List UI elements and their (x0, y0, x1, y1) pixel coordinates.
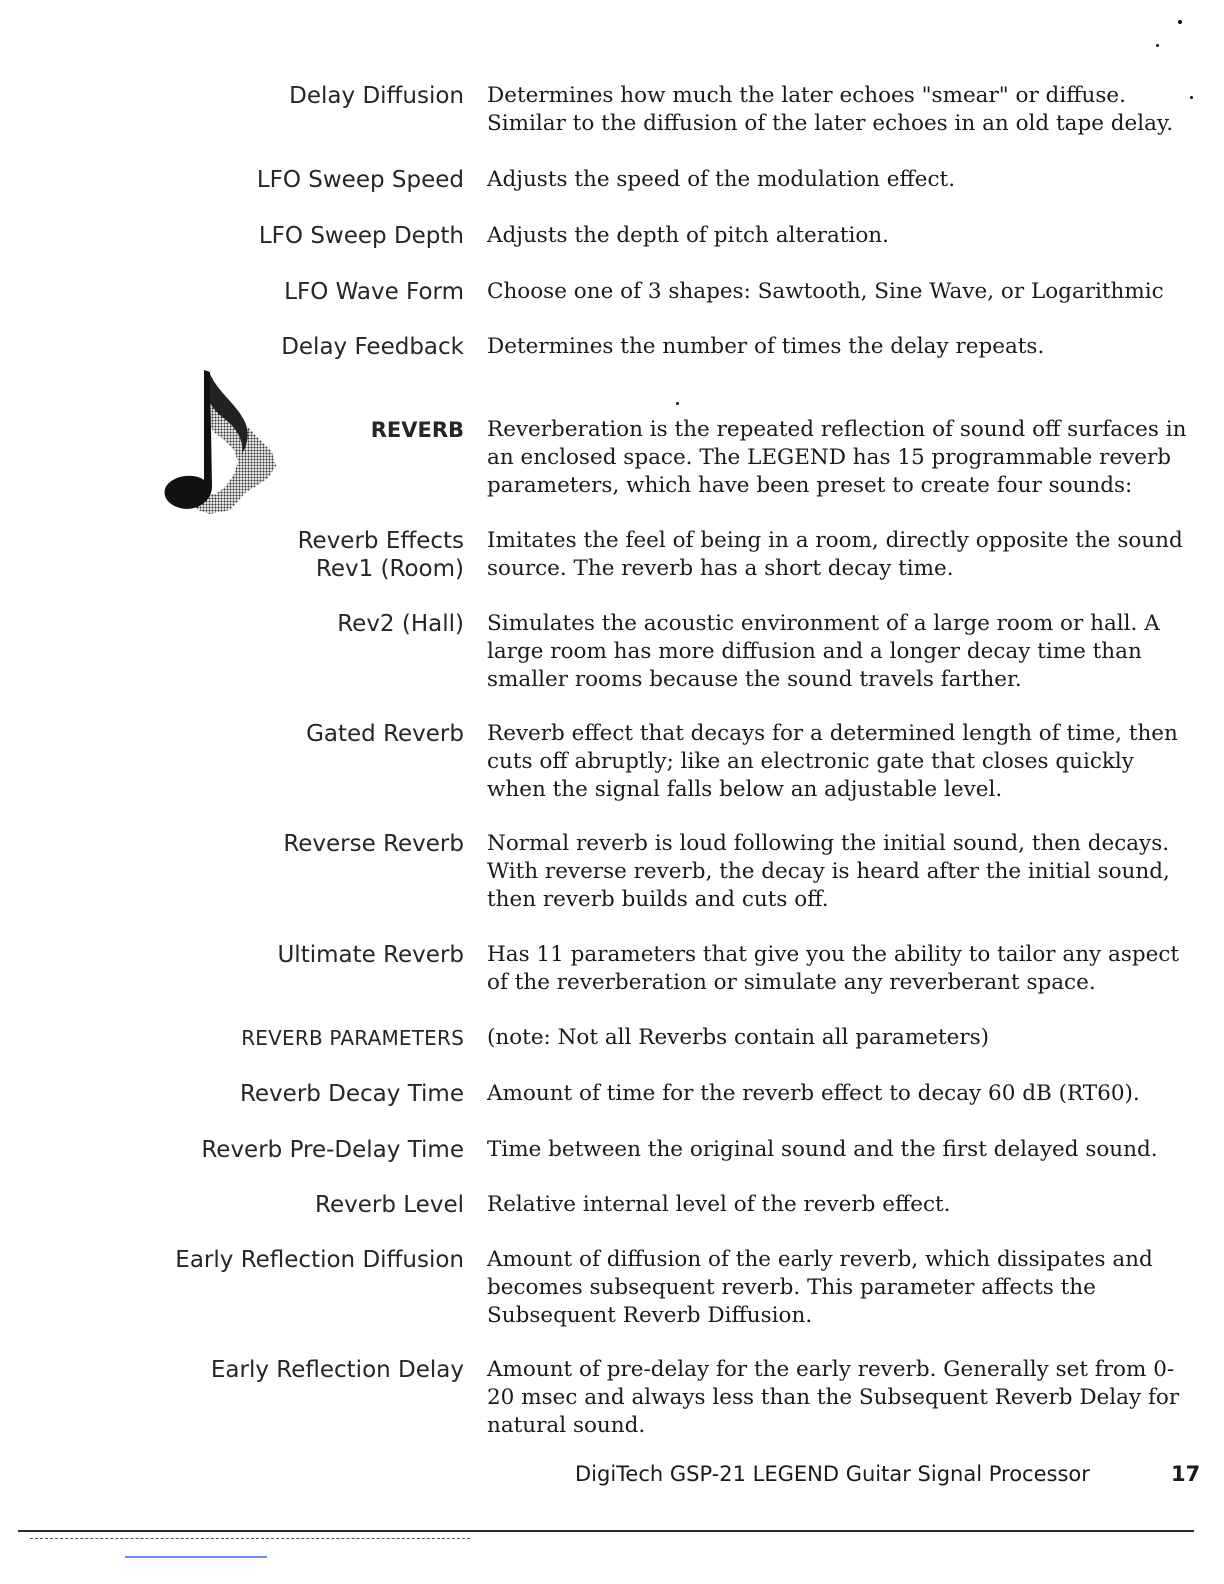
glossary-description (487, 222, 1187, 250)
description-line: Determines how much the later echoes "smear" or diffuse. (487, 83, 1126, 108)
glossary-description (487, 1080, 1187, 1108)
glossary-term-line: REVERB (370, 418, 464, 442)
glossary-term-line: LFO Sweep Speed (256, 167, 464, 193)
footer-rule-secondary (30, 1538, 470, 1540)
scan-speck (1178, 20, 1182, 24)
description-line: smaller rooms because the sound travels farther. (487, 667, 1022, 692)
scan-speck (1156, 44, 1159, 47)
glossary-term (371, 416, 464, 444)
description-line: Amount of pre-delay for the early reverb. Generally set from 0- (487, 1357, 1175, 1382)
glossary-term-line: Reverse Reverb (283, 831, 464, 857)
description-line: 20 msec and always less than the Subsequent Reverb Delay for (487, 1385, 1180, 1410)
description-line: Amount of time for the reverb effect to decay 60 dB (RT60). (487, 1081, 1140, 1106)
description-line: of the reverberation or simulate any reverberant space. (487, 970, 1096, 995)
glossary-term-line: Delay Diffusion (289, 83, 464, 109)
glossary-description (487, 333, 1187, 361)
glossary-description (487, 830, 1187, 914)
description-line: Adjusts the depth of pitch alteration. (487, 223, 889, 248)
glossary-description (487, 82, 1187, 138)
description-line: Adjusts the speed of the modulation effect. (487, 167, 956, 192)
page-number: 17 (1171, 1462, 1201, 1486)
scan-speck (676, 402, 679, 405)
glossary-description (487, 166, 1187, 194)
glossary-term (281, 333, 464, 361)
description-line: Determines the number of times the delay repeats. (487, 334, 1045, 359)
glossary-description (487, 720, 1187, 804)
description-line: Reverb effect that decays for a determined length of time, then (487, 721, 1178, 746)
music-note-icon (160, 368, 280, 516)
glossary-term-line: Rev1 (Room) (315, 556, 464, 582)
description-line: source. The reverb has a short decay time. (487, 556, 954, 581)
description-line: Similar to the diffusion of the later echoes in an old tape delay. (487, 111, 1174, 136)
glossary-term-line: Gated Reverb (306, 721, 464, 747)
description-line: then reverb builds and cuts off. (487, 887, 829, 912)
glossary-term (284, 278, 464, 306)
glossary-term (298, 527, 464, 583)
glossary-term (241, 1024, 464, 1052)
description-line: when the signal falls below an adjustable level. (487, 777, 1003, 802)
glossary-description (487, 1356, 1187, 1440)
description-line: Normal reverb is loud following the initial sound, then decays. (487, 831, 1170, 856)
glossary-term-line: Delay Feedback (281, 334, 464, 360)
glossary-term-line: LFO Wave Form (284, 279, 464, 305)
glossary-term (289, 82, 464, 110)
glossary-description (487, 1136, 1187, 1164)
glossary-description (487, 610, 1187, 694)
scan-artifact-line (125, 1556, 267, 1558)
glossary-term-line: Reverb Level (315, 1192, 464, 1218)
glossary-term-line: REVERB PARAMETERS (241, 1026, 464, 1050)
glossary-term (306, 720, 464, 748)
description-line: becomes subsequent reverb. This parameter affects the (487, 1275, 1096, 1300)
glossary-term (283, 830, 464, 858)
glossary-term (175, 1246, 464, 1274)
description-line: Simulates the acoustic environment of a large room or hall. A (487, 611, 1160, 636)
description-line: Time between the original sound and the first delayed sound. (487, 1137, 1158, 1162)
description-line: Choose one of 3 shapes: Sawtooth, Sine Wave, or Logarithmic (487, 279, 1164, 304)
footer-title: DigiTech GSP-21 LEGEND Guitar Signal Processor (575, 1462, 1090, 1486)
glossary-term-line: Reverb Decay Time (239, 1081, 464, 1107)
glossary-term (240, 1080, 464, 1108)
scan-speck (1190, 96, 1193, 99)
footer-rule (18, 1530, 1194, 1532)
description-line: an enclosed space. The LEGEND has 15 programmable reverb (487, 445, 1172, 470)
glossary-term-line: Reverb Effects (297, 528, 464, 554)
glossary-term (277, 941, 464, 969)
glossary-description (487, 1246, 1187, 1330)
glossary-term-line: Early Reflection Delay (210, 1357, 464, 1383)
glossary-term-line: LFO Sweep Depth (258, 223, 464, 249)
glossary-term (211, 1356, 464, 1384)
description-line: natural sound. (487, 1413, 646, 1438)
description-line: Relative internal level of the reverb effect. (487, 1192, 951, 1217)
description-line: Subsequent Reverb Diffusion. (487, 1303, 813, 1328)
description-line: Has 11 parameters that give you the ability to tailor any aspect (487, 942, 1180, 967)
glossary-description (487, 527, 1187, 583)
glossary-term-line: Reverb Pre-Delay Time (201, 1137, 464, 1163)
glossary-term-line: Ultimate Reverb (277, 942, 464, 968)
description-line: Amount of diffusion of the early reverb, which dissipates and (487, 1247, 1153, 1272)
glossary-description (487, 1191, 1187, 1219)
description-line: Imitates the feel of being in a room, directly opposite the sound (487, 528, 1183, 553)
glossary-description (487, 1024, 1187, 1052)
glossary-term-line: Early Reflection Diffusion (175, 1247, 464, 1273)
glossary-term (201, 1136, 464, 1164)
description-line: Reverberation is the repeated reflection of sound off surfaces in (487, 417, 1187, 442)
glossary-term (315, 1191, 464, 1219)
description-line: parameters, which have been preset to create four sounds: (487, 473, 1133, 498)
description-line: With reverse reverb, the decay is heard after the initial sound, (487, 859, 1170, 884)
description-line: large room has more diffusion and a longer decay time than (487, 639, 1142, 664)
glossary-term-line: Rev2 (Hall) (337, 611, 464, 637)
description-line: cuts off abruptly; like an electronic gate that closes quickly (487, 749, 1134, 774)
glossary-description (487, 416, 1187, 500)
glossary-term (257, 166, 464, 194)
glossary-description (487, 278, 1187, 306)
glossary-term (337, 610, 464, 638)
glossary-term (259, 222, 464, 250)
description-line: (note: Not all Reverbs contain all parameters) (487, 1025, 990, 1050)
glossary-description (487, 941, 1187, 997)
